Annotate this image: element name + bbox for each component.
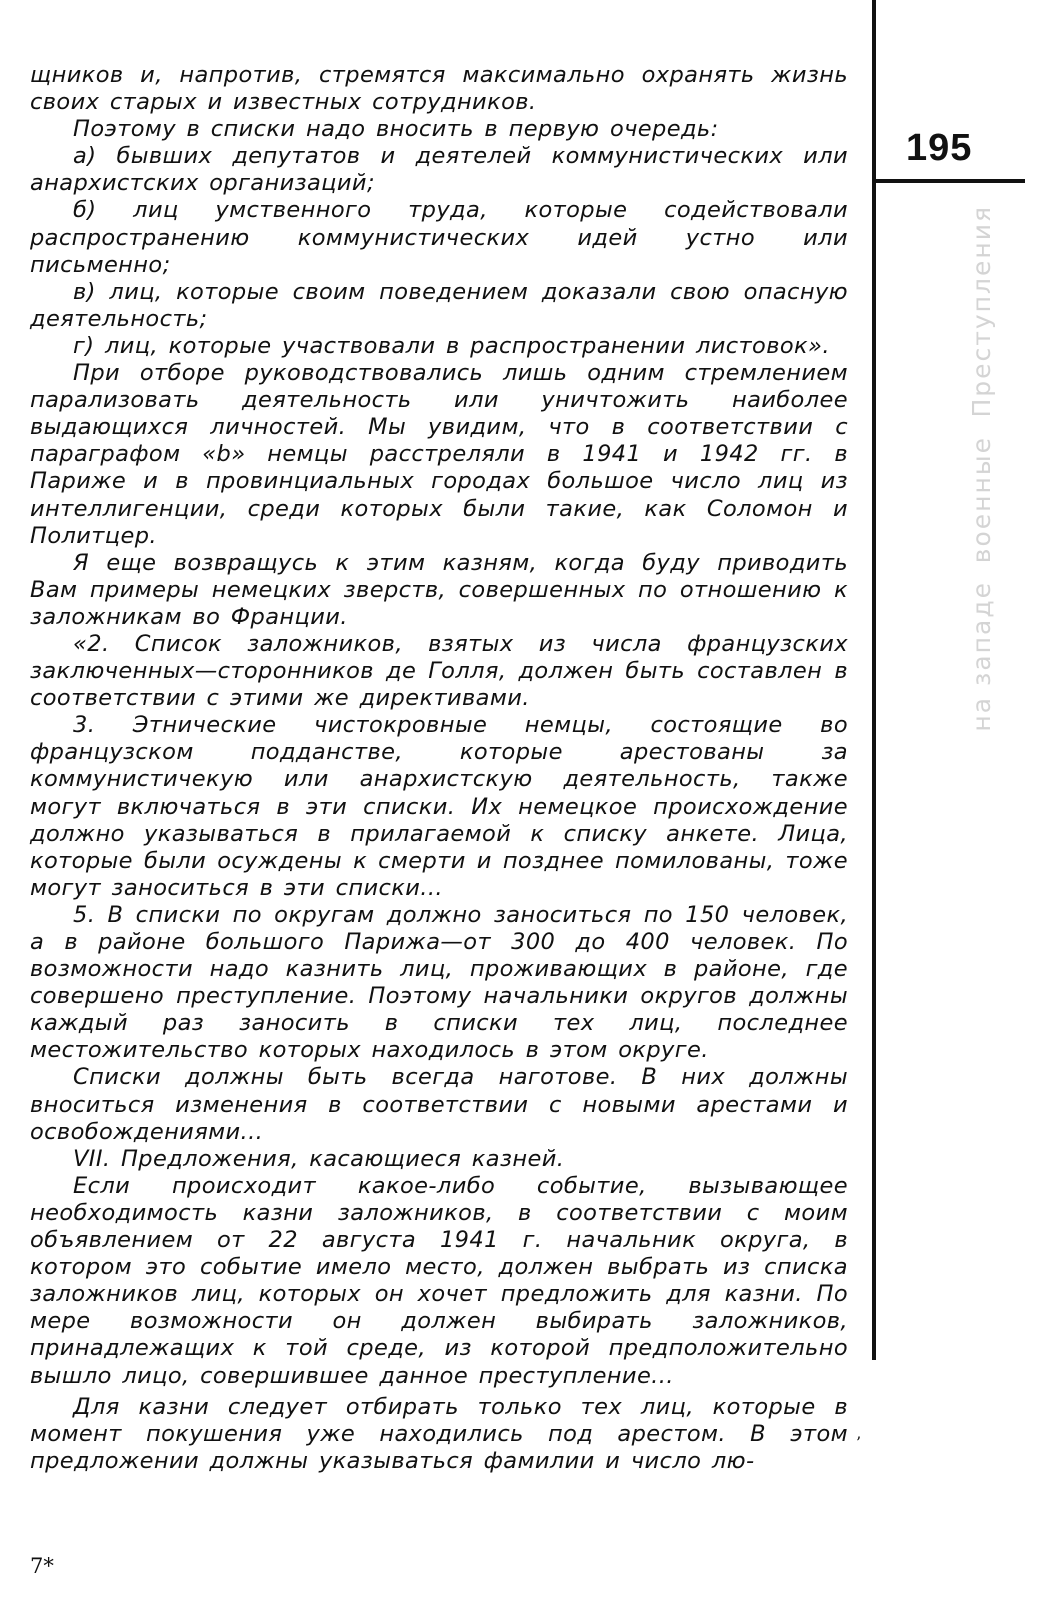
list-item-b: б) лиц умственного труда, которые содействовали распространению коммунистических идей устно или письменно; [30,197,848,278]
quoted-item-3: 3. Этнические чистокровные немцы, состоящие во французском подданстве, которые арестованы за коммунистичекую или анархистскую деятельность, также могут включаться в эти списки. Их немецкое происхождение должно указываться в прилагаемой к списку анкете. Лица, которые были осуждены к смерти и позднее помилованы, тоже могут заноситься в эти списки... [30,712,848,901]
body-text [30,62,848,1475]
paragraph: Я еще возвращусь к этим казням, когда буду приводить Вам примеры немецких зверств, совершенных по отношению к заложникам во Франции. [30,549,848,630]
list-item-g: г) лиц, которые участвовали в распространении листовок». [73,332,830,359]
section-heading-vii: VII. Предложения, касающиеся казней. [73,1145,565,1172]
quoted-item-2: «2. Список заложников, взятых из числа французских заключенных—сторонников де Голля, должен быть составлен в соответствии с этими же директивами. [30,630,848,712]
signature-mark: 7* [30,1554,54,1578]
page-number-rule [876,179,1025,183]
list-item-a: а) бывших депутатов и деятелей коммунистических или анархистских организаций; [30,143,848,197]
page-number: 195 [906,127,973,169]
paragraph-continuation: щников и, напротив, стремятся максимально охранять жизнь своих старых и известных сотрудников. [30,62,848,116]
running-title-part: военные [966,435,996,563]
paragraph: Если происходит какое-либо событие, вызывающее необходимость казни заложников, в соответствии с моим объявлением от 22 августа 1941 г. начальник округа, в котором это событие имело место, должен выбрать из списка заложников лиц, которых он хочет предложить для казни. По мере возможности он должен выбирать заложников, принадлежащих к той среде, из которой предположительно вышло лицо, совершившее данное преступление... [30,1172,848,1389]
list-item-v: в) лиц, которые своим поведением доказали свою опасную деятельность; [30,278,848,332]
quoted-item-5: 5. В списки по округам должно заноситься по 150 человек, а в районе большого Парижа—от 300 до 400 человек. По возможности надо казнить лиц, проживающих в районе, где совершено преступление. Поэтому начальники округов должны каждый раз заносить в списки тех лиц, последнее местожительство которых находилось в этом округе. [30,901,848,1064]
margin-vertical-rule [872,0,876,1360]
paragraph-final: Для казни следует отбирать только тех лиц, которые в момент покушения уже находились под арестом. В этом предложении должны указываться фамилии и число лю- [30,1393,848,1474]
running-title-part: на западе [966,580,996,732]
footnote-mark: ’ [856,1433,862,1452]
running-title [936,205,1026,905]
paragraph: Поэтому в списки надо вносить в первую очередь: [73,116,719,143]
paragraph: Списки должны быть всегда наготове. В них должны вноситься изменения в соответствии с новыми арестами и освобождениями... [30,1064,848,1145]
running-title-part: Преступления [966,205,996,418]
paragraph: При отборе руководствовались лишь одним стремлением парализовать деятельность или уничтожить наиболее выдающихся личностей. Мы увидим, что в соответствии с параграфом «b» немцы расстреляли в 1941 и 1942 гг. в Париже и в провинциальных городах большое число лиц из интеллигенции, среди которых были такие, как Соломон и Политцер. [30,360,848,549]
